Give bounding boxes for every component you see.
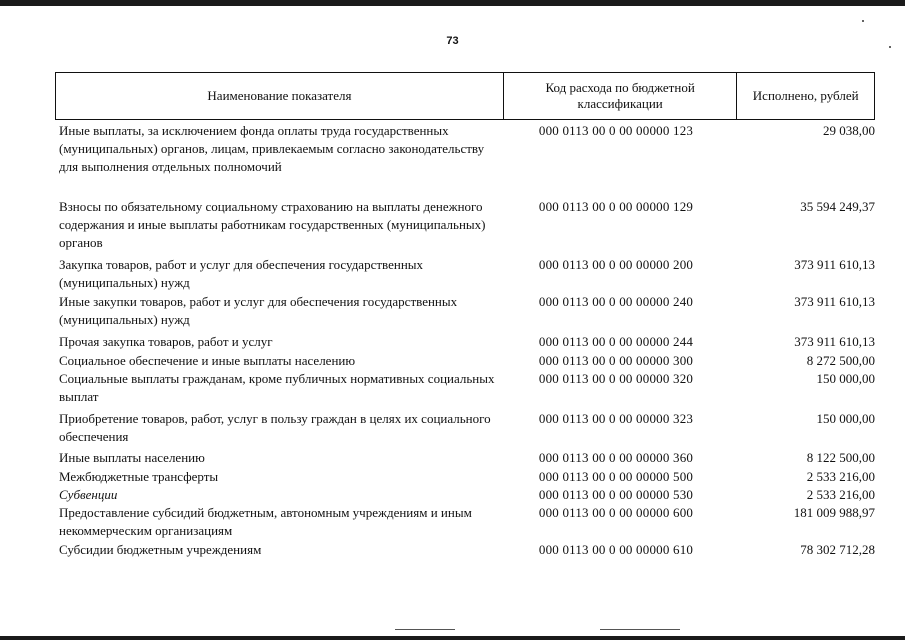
row-name: Межбюджетные трансферты (59, 469, 219, 484)
row-value: 2 533 216,00 (806, 487, 875, 502)
row-code: 000 0113 00 0 00 00000 244 (538, 334, 694, 349)
table-row (59, 410, 879, 449)
row-value: 78 302 712,28 (800, 542, 875, 557)
row-name: Социальное обеспечение и иные выплаты населению (59, 353, 356, 368)
table-row (59, 370, 879, 410)
table-row (59, 541, 879, 559)
scan-artifact-line (395, 629, 455, 630)
row-name: Субвенции (59, 487, 118, 502)
row-value: 29 038,00 (823, 123, 875, 138)
table-header (55, 72, 875, 120)
row-name: Закупка товаров, работ и услуг для обеспечения государственных (муниципальных) нужд (59, 257, 424, 290)
row-code: 000 0113 00 0 00 00000 600 (538, 505, 694, 520)
row-name: Иные выплаты населению (59, 450, 205, 465)
row-code: 000 0113 00 0 00 00000 360 (538, 450, 694, 465)
row-value: 373 911 610,13 (794, 334, 875, 349)
row-code: 000 0113 00 0 00 00000 610 (538, 542, 694, 557)
row-value: 181 009 988,97 (793, 505, 875, 520)
table-row (59, 293, 879, 333)
header-code: Код расхода по бюджетной классификации (504, 73, 737, 119)
row-code: 000 0113 00 0 00 00000 323 (538, 411, 694, 426)
row-name: Взносы по обязательному социальному страхованию на выплаты денежного содержания и иные выплаты работникам государственных (муниципальных) органов (59, 199, 486, 250)
table-row (59, 449, 879, 468)
row-value: 150 000,00 (816, 411, 875, 426)
scan-speck (862, 20, 864, 22)
row-name: Социальные выплаты гражданам, кроме публичных нормативных социальных выплат (59, 371, 495, 404)
table-body (59, 122, 879, 559)
row-code: 000 0113 00 0 00 00000 240 (538, 294, 694, 309)
row-value: 2 533 216,00 (806, 469, 875, 484)
row-code: 000 0113 00 0 00 00000 129 (538, 199, 694, 214)
table-row (59, 504, 879, 541)
row-code: 000 0113 00 0 00 00000 123 (538, 123, 694, 138)
scan-artifact-line (600, 629, 680, 630)
scan-top-border (0, 0, 905, 6)
row-value: 373 911 610,13 (794, 294, 875, 309)
row-value: 8 122 500,00 (806, 450, 875, 465)
table-row (59, 333, 879, 352)
row-name: Иные выплаты, за исключением фонда оплаты труда государственных (муниципальных) органов, лицам, привлекаемым согласно законодательству для выполнения отдельных полномочий (59, 123, 485, 174)
row-name: Иные закупки товаров, работ и услуг для обеспечения государственных (муниципальных) нужд (59, 294, 458, 327)
page-number: 73 (446, 35, 459, 47)
row-value: 35 594 249,37 (800, 199, 875, 214)
row-code: 000 0113 00 0 00 00000 300 (538, 353, 694, 368)
table-row (59, 122, 879, 198)
row-code: 000 0113 00 0 00 00000 530 (538, 487, 694, 502)
row-code: 000 0113 00 0 00 00000 320 (538, 371, 694, 386)
table-row (59, 352, 879, 370)
row-value: 150 000,00 (816, 371, 875, 386)
scan-bottom-border (0, 636, 905, 640)
row-name: Прочая закупка товаров, работ и услуг (59, 334, 273, 349)
row-name: Субсидии бюджетным учреждениям (59, 542, 262, 557)
table-row (59, 198, 879, 256)
header-name: Наименование показателя (56, 73, 504, 119)
table-row (59, 486, 879, 504)
header-value: Исполнено, рублей (752, 88, 859, 103)
row-value: 373 911 610,13 (794, 257, 875, 272)
table-row (59, 468, 879, 486)
row-value: 8 272 500,00 (806, 353, 875, 368)
table-row (59, 256, 879, 293)
row-name: Предоставление субсидий бюджетным, автономным учреждениям и иным некоммерческим организациям (59, 505, 472, 538)
row-name: Приобретение товаров, работ, услуг в пользу граждан в целях их социального обеспечения (59, 411, 491, 444)
row-code: 000 0113 00 0 00 00000 500 (538, 469, 694, 484)
row-code: 000 0113 00 0 00 00000 200 (538, 257, 694, 272)
